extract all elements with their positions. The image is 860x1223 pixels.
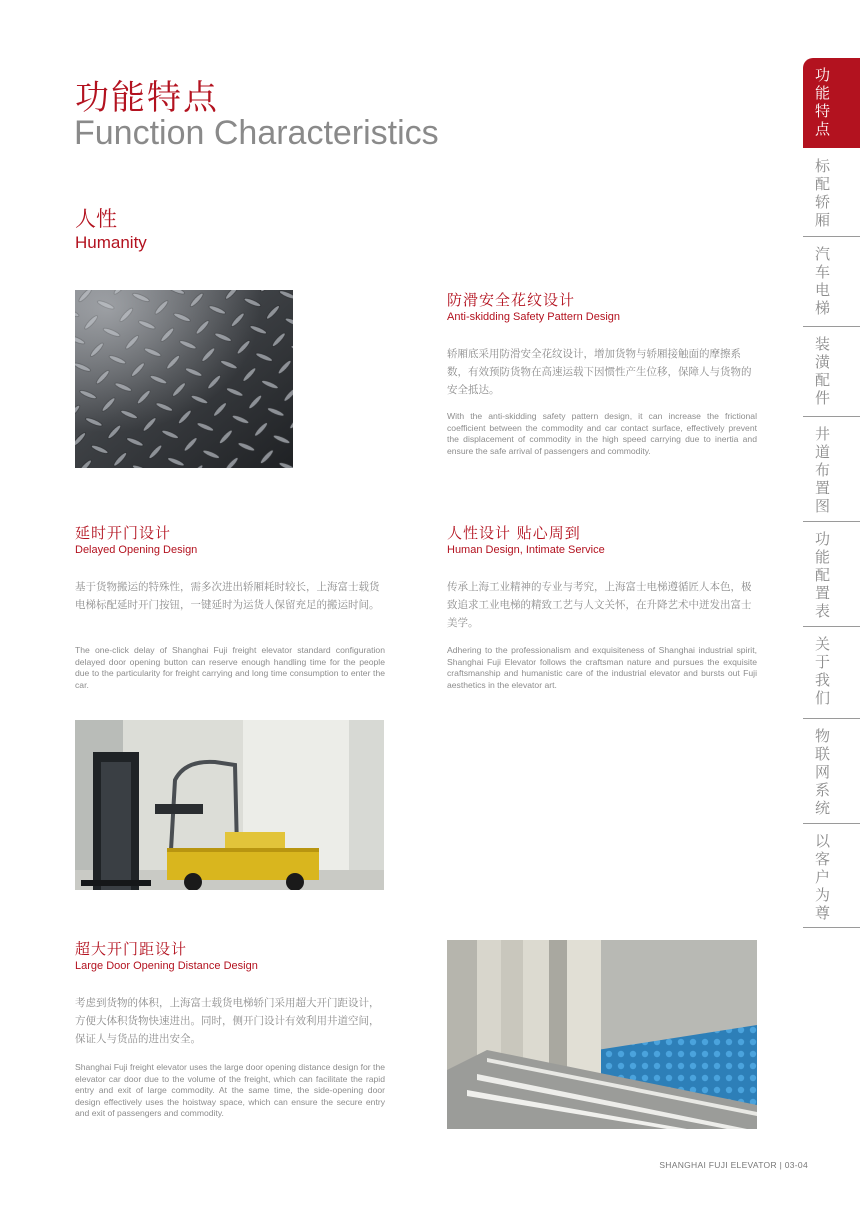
floor-plate-photo	[75, 290, 293, 468]
tab-label: 功能特点	[815, 66, 831, 138]
tab-car-elevator[interactable]	[803, 237, 860, 327]
tab-customer-first[interactable]	[803, 824, 860, 928]
tab-label: 标配轿厢	[815, 157, 831, 229]
footer-page-numbers: 03-04	[784, 1160, 808, 1170]
large-door-title-cn: 超大开门距设计	[75, 940, 188, 958]
footer-divider: |	[779, 1160, 785, 1170]
tab-standard-car[interactable]	[803, 149, 860, 237]
tab-decoration-parts[interactable]	[803, 327, 860, 417]
delayed-title-en: Delayed Opening Design	[75, 544, 198, 556]
large-door-body-cn: 考虑到货物的体积，上海富士载货电梯轿门采用超大开门距设计，方便大体积货物快速进出。同时，侧开门设计有效利用井道空间，保证人与货品的进出安全。	[75, 997, 380, 1045]
section-title-en: Humanity	[75, 233, 147, 252]
footer-brand: SHANGHAI FUJI ELEVATOR	[659, 1160, 777, 1170]
page-title-cn: 功能特点	[75, 78, 219, 118]
delayed-body-cn: 基于货物搬运的特殊性，需多次进出轿厢耗时较长，上海富士载货电梯标配延时开门按钮，一键延时为运货人保留充足的搬运时间。	[75, 581, 380, 611]
anti-skid-title-en: Anti-skidding Safety Pattern Design	[447, 311, 621, 323]
tab-label: 汽车电梯	[815, 245, 831, 317]
tab-configuration-table[interactable]	[803, 522, 860, 627]
anti-skid-body-en: With the anti-skidding safety pattern design, it can increase the frictional coefficient between the commodity and car contact surface, effectively prevent the displacement of commodity in the high speed carrying due to inertia and ensure the safe arrival of passengers and commodity.	[447, 411, 757, 456]
forklift-photo	[75, 720, 384, 890]
tab-label: 以客户为尊	[815, 832, 831, 922]
tab-label: 装潢配件	[815, 335, 831, 407]
human-title-cn: 人性设计 贴心周到	[447, 524, 581, 542]
door-track-photo	[447, 940, 757, 1129]
delayed-title-cn: 延时开门设计	[75, 524, 172, 542]
large-door-title-en: Large Door Opening Distance Design	[75, 960, 258, 972]
anti-skid-title-cn: 防滑安全花纹设计	[447, 291, 576, 309]
tab-iot-system[interactable]	[803, 719, 860, 824]
tab-about-us[interactable]	[803, 627, 860, 719]
large-door-body-en: Shanghai Fuji freight elevator uses the large door opening distance design for the elevator car door due to the volume of the freight, which can facilitate the rapid entry and exit of large commodity. At the same time, the side-opening door design effectively uses the hoistway space, which can ensure the secure entry and exit of passengers and commodity.	[75, 1062, 385, 1118]
tab-label: 物联网系统	[815, 727, 831, 817]
page-title-en: Function Characteristics	[74, 114, 439, 152]
tab-function-characteristics[interactable]	[803, 58, 860, 148]
tab-label: 功能配置表	[815, 530, 831, 620]
human-body-en: Adhering to the professionalism and exquisiteness of Shanghai industrial spirit, Shanghai Fuji Elevator follows the craftsman nature and pursues the exquisite craftsmanship and humanistic care of the industrial elevator and bursts out Fuji aesthetics in the elevator art.	[447, 645, 757, 690]
human-body-cn: 传承上海工业精神的专业与考究，上海富士电梯遵循匠人本色，极致追求工业电梯的精致工艺与人文关怀，在升降艺术中迸发出富士美学。	[447, 581, 752, 629]
human-title-en: Human Design, Intimate Service	[447, 544, 605, 556]
tab-label: 关于我们	[815, 635, 831, 707]
section-title-cn: 人性	[75, 207, 117, 231]
page-footer	[659, 1160, 808, 1170]
tab-hoistway-layout[interactable]	[803, 417, 860, 522]
anti-skid-body-cn: 轿厢底采用防滑安全花纹设计，增加货物与轿厢接触面的摩擦系数，有效预防货物在高速运载下因惯性产生位移，保障人与货物的安全抵达。	[447, 348, 752, 396]
delayed-body-en: The one-click delay of Shanghai Fuji freight elevator standard configuration delayed door opening button can reserve enough handling time for the people due to the particularity for freight carrying and long time consumption to enter the car.	[75, 645, 385, 690]
tab-label: 井道布置图	[815, 425, 831, 515]
